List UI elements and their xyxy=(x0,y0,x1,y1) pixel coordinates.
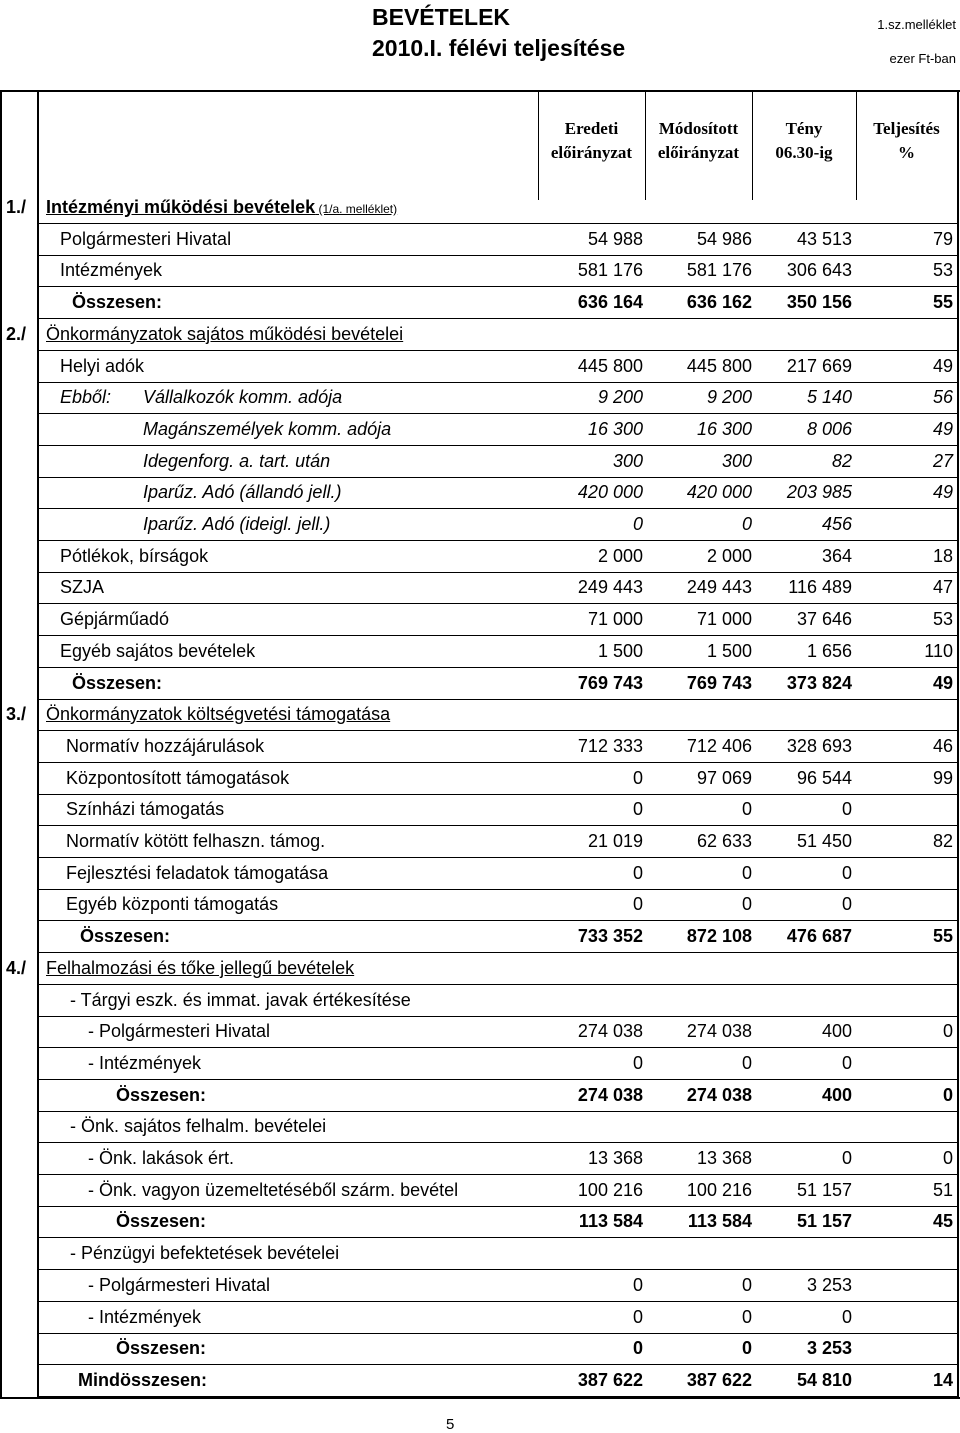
value-original: 712 333 xyxy=(577,736,643,756)
row-label xyxy=(66,831,325,852)
value-percent: 51 xyxy=(932,1180,953,1200)
value-actual: 328 693 xyxy=(786,736,852,756)
value-modified: 274 038 xyxy=(686,1021,752,1041)
row-divider xyxy=(38,286,958,287)
value-actual: 0 xyxy=(841,799,852,819)
row-label-text: - Polgármesteri Hivatal xyxy=(88,1021,271,1041)
value-original: 445 800 xyxy=(577,356,643,376)
annex-label: 1.sz.melléklet xyxy=(877,17,956,32)
table-row xyxy=(0,478,960,510)
row-label-text: - Polgármesteri Hivatal xyxy=(88,1275,271,1295)
row-divider xyxy=(38,1364,958,1365)
table-row xyxy=(0,1176,960,1208)
value-percent: 99 xyxy=(932,768,953,788)
table-row xyxy=(0,288,960,320)
value-actual: 3 253 xyxy=(806,1338,852,1358)
table-row xyxy=(0,415,960,447)
row-label xyxy=(88,1148,234,1169)
value-percent: 45 xyxy=(932,1211,953,1231)
value-original: 54 988 xyxy=(587,229,643,249)
row-label-text: Pótlékok, bírságok xyxy=(60,546,209,566)
row-label-text: Ebből: xyxy=(60,387,112,407)
value-original: 0 xyxy=(632,768,643,788)
section-number: 2./ xyxy=(6,324,27,344)
value-actual: 0 xyxy=(841,863,852,883)
row-label xyxy=(46,197,397,218)
value-original: 581 176 xyxy=(577,260,643,280)
value-original: 113 584 xyxy=(578,1211,643,1231)
value-actual: 306 643 xyxy=(786,260,852,280)
value-actual: 51 157 xyxy=(796,1180,852,1200)
table-row xyxy=(0,352,960,384)
row-sublabel: Vállalkozók komm. adója xyxy=(143,387,343,407)
column-header-percent xyxy=(856,117,957,165)
row-label-text: - Önk. sajátos felhalm. bevételei xyxy=(70,1116,327,1136)
row-divider xyxy=(38,445,958,446)
table-row xyxy=(0,1271,960,1303)
table-row xyxy=(0,1144,960,1176)
value-actual: 0 xyxy=(841,1307,852,1327)
row-label-text: - Önk. lakások ért. xyxy=(88,1148,235,1168)
value-modified: 420 000 xyxy=(686,482,752,502)
table-row xyxy=(0,605,960,637)
value-modified: 300 xyxy=(721,451,752,471)
row-label xyxy=(143,482,341,503)
row-label xyxy=(88,1021,270,1042)
value-modified: 712 406 xyxy=(686,736,752,756)
row-label xyxy=(78,1370,207,1391)
col-percent-line1: Teljesítés xyxy=(873,119,940,138)
row-label-text: - Pénzügyi befektetések bevételei xyxy=(70,1243,340,1263)
value-actual: 373 824 xyxy=(786,673,852,693)
value-percent: 47 xyxy=(932,577,953,597)
value-modified: 100 216 xyxy=(686,1180,752,1200)
table-row xyxy=(0,827,960,859)
table-row xyxy=(0,1017,960,1049)
table-row xyxy=(0,225,960,257)
value-percent: 18 xyxy=(932,546,953,566)
value-percent: 49 xyxy=(932,356,953,376)
row-label-text: Intézmények xyxy=(60,260,163,280)
row-label xyxy=(88,1180,458,1201)
col-modified-line2: előirányzat xyxy=(657,143,740,162)
row-label-text: Önkormányzatok költségvetési támogatása xyxy=(46,704,391,724)
row-divider xyxy=(38,952,958,953)
value-modified: 445 800 xyxy=(686,356,752,376)
value-percent: 0 xyxy=(942,1021,953,1041)
value-percent: 79 xyxy=(932,229,953,249)
row-label xyxy=(72,673,162,694)
value-actual: 1 656 xyxy=(806,641,852,661)
row-label-text: Fejlesztési feladatok támogatása xyxy=(66,863,329,883)
row-label-text: Normatív kötött felhaszn. támog. xyxy=(66,831,326,851)
row-label xyxy=(46,324,403,345)
row-label-text: Összesen: xyxy=(116,1338,207,1358)
value-modified: 581 176 xyxy=(686,260,752,280)
row-label xyxy=(66,799,224,820)
table-row xyxy=(0,922,960,954)
row-label-note: (1/a. melléklet) xyxy=(315,202,398,216)
row-divider xyxy=(38,508,958,509)
value-modified: 54 986 xyxy=(696,229,752,249)
table-row xyxy=(0,1049,960,1081)
value-percent: 46 xyxy=(932,736,953,756)
row-divider xyxy=(38,1047,958,1048)
table-row xyxy=(0,1239,960,1271)
value-percent: 49 xyxy=(932,482,953,502)
row-label xyxy=(60,229,231,250)
value-actual: 51 450 xyxy=(796,831,852,851)
row-label-text: Magánszemélyek komm. adója xyxy=(143,419,392,439)
col-original-line2: előirányzat xyxy=(550,143,633,162)
value-modified: 872 108 xyxy=(686,926,752,946)
row-label xyxy=(116,1211,206,1232)
row-label-text: - Önk. vagyon üzemeltetéséből szárm. bevétel xyxy=(88,1180,459,1200)
value-percent: 27 xyxy=(932,451,953,471)
unit-label: ezer Ft-ban xyxy=(889,51,956,66)
col-percent-line2: % xyxy=(898,143,915,162)
row-label-text: Helyi adók xyxy=(60,356,145,376)
value-actual: 43 513 xyxy=(796,229,852,249)
row-label xyxy=(60,641,255,662)
col-original-line1: Eredeti xyxy=(564,119,619,138)
table-row xyxy=(0,890,960,922)
value-modified: 1 500 xyxy=(706,641,752,661)
value-modified: 0 xyxy=(741,799,752,819)
row-label xyxy=(60,260,162,281)
value-actual: 476 687 xyxy=(786,926,852,946)
table-top-border xyxy=(0,90,960,92)
row-label xyxy=(66,863,328,884)
row-label-text: Összesen: xyxy=(72,292,163,312)
value-modified: 636 162 xyxy=(686,292,752,312)
value-original: 249 443 xyxy=(577,577,643,597)
row-label xyxy=(66,736,264,757)
value-original: 21 019 xyxy=(587,831,643,851)
value-modified: 71 000 xyxy=(696,609,752,629)
value-modified: 0 xyxy=(741,863,752,883)
table-row xyxy=(0,669,960,701)
row-label xyxy=(60,546,208,567)
row-label-text: Összesen: xyxy=(116,1211,207,1231)
value-actual: 51 157 xyxy=(796,1211,852,1231)
table-row xyxy=(0,573,960,605)
col-actual-line1: Tény xyxy=(785,119,823,138)
value-original: 0 xyxy=(632,1275,643,1295)
value-percent: 53 xyxy=(932,260,953,280)
value-percent: 110 xyxy=(924,641,953,661)
table-row xyxy=(0,1081,960,1113)
value-original: 636 164 xyxy=(577,292,643,312)
table-row xyxy=(0,986,960,1018)
value-modified: 249 443 xyxy=(686,577,752,597)
table-row xyxy=(0,510,960,542)
value-modified: 0 xyxy=(741,1053,752,1073)
value-original: 387 622 xyxy=(577,1370,643,1390)
row-label xyxy=(143,451,330,472)
row-divider xyxy=(38,318,958,319)
value-modified: 387 622 xyxy=(686,1370,752,1390)
section-number: 4./ xyxy=(6,958,27,978)
row-divider xyxy=(38,984,958,985)
table-row xyxy=(0,1366,960,1398)
row-divider xyxy=(38,920,958,921)
value-actual: 3 253 xyxy=(806,1275,852,1295)
row-divider xyxy=(38,730,958,731)
table-row xyxy=(0,1303,960,1335)
value-original: 9 200 xyxy=(597,387,643,407)
value-modified: 2 000 xyxy=(706,546,752,566)
value-percent: 55 xyxy=(932,292,953,312)
title-line-2: 2010.I. félévi teljesítése xyxy=(372,35,626,61)
table-row xyxy=(0,859,960,891)
row-divider xyxy=(38,762,958,763)
value-original: 300 xyxy=(612,451,643,471)
row-label-text: Önkormányzatok sajátos működési bevételei xyxy=(46,324,404,344)
row-divider xyxy=(38,1079,958,1080)
row-label xyxy=(88,1307,201,1328)
column-header-actual xyxy=(752,117,856,165)
row-label-text: Egyéb központi támogatás xyxy=(66,894,279,914)
value-percent: 53 xyxy=(932,609,953,629)
header-meta xyxy=(877,8,956,76)
row-label-text: Mindösszesen: xyxy=(78,1370,208,1390)
row-divider xyxy=(38,635,958,636)
table-row xyxy=(0,447,960,479)
table-row xyxy=(0,256,960,288)
row-label xyxy=(88,1275,270,1296)
page-number: 5 xyxy=(446,1416,455,1433)
table-row xyxy=(0,700,960,732)
table-row xyxy=(0,320,960,352)
value-percent: 49 xyxy=(932,419,953,439)
row-divider xyxy=(38,1142,958,1143)
row-label-text: Felhalmozási és tőke jellegű bevételek xyxy=(46,958,355,978)
row-label xyxy=(66,894,278,915)
value-modified: 0 xyxy=(741,894,752,914)
row-label-text: Összesen: xyxy=(116,1085,207,1105)
row-label-text: SZJA xyxy=(60,577,105,597)
table-row xyxy=(0,542,960,574)
value-original: 1 500 xyxy=(597,641,643,661)
value-actual: 400 xyxy=(821,1021,852,1041)
row-label xyxy=(116,1338,206,1359)
row-label-text: Intézményi működési bevételek xyxy=(46,197,316,217)
row-label-text: Gépjárműadó xyxy=(60,609,170,629)
row-label xyxy=(70,990,411,1011)
value-actual: 5 140 xyxy=(806,387,852,407)
value-modified: 0 xyxy=(741,514,752,534)
row-label xyxy=(80,926,170,947)
value-actual: 350 156 xyxy=(786,292,852,312)
row-label xyxy=(60,609,169,630)
value-percent: 14 xyxy=(932,1370,953,1390)
value-original: 0 xyxy=(632,1307,643,1327)
value-actual: 0 xyxy=(841,1053,852,1073)
value-actual: 82 xyxy=(831,451,852,471)
row-label xyxy=(60,387,111,408)
row-divider xyxy=(38,857,958,858)
value-modified: 16 300 xyxy=(696,419,752,439)
row-label-text: Iparűz. Adó (ideigl. jell.) xyxy=(143,514,331,534)
row-label-text: - Intézmények xyxy=(88,1053,202,1073)
value-original: 13 368 xyxy=(587,1148,643,1168)
row-label-text: - Intézmények xyxy=(88,1307,202,1327)
value-original: 0 xyxy=(632,1053,643,1073)
column-header-modified xyxy=(645,117,752,165)
value-original: 420 000 xyxy=(577,482,643,502)
row-label xyxy=(70,1116,326,1137)
row-label xyxy=(70,1243,339,1264)
value-original: 0 xyxy=(632,799,643,819)
value-percent: 49 xyxy=(932,673,953,693)
row-label-text: Egyéb sajátos bevételek xyxy=(60,641,256,661)
value-original: 0 xyxy=(632,514,643,534)
value-modified: 97 069 xyxy=(696,768,752,788)
row-divider xyxy=(38,540,958,541)
row-divider xyxy=(38,413,958,414)
table-row xyxy=(0,1207,960,1239)
row-label xyxy=(46,958,354,979)
value-actual: 217 669 xyxy=(786,356,852,376)
column-header-original xyxy=(538,117,645,165)
value-original: 100 216 xyxy=(577,1180,643,1200)
row-label-text: Polgármesteri Hivatal xyxy=(60,229,232,249)
row-label-text: Központosított támogatások xyxy=(66,768,290,788)
value-original: 0 xyxy=(632,894,643,914)
table-row xyxy=(0,1334,960,1366)
row-divider xyxy=(38,1237,958,1238)
row-label xyxy=(60,356,144,377)
row-divider xyxy=(38,1301,958,1302)
report-title xyxy=(372,2,625,64)
table-row xyxy=(0,193,960,225)
value-actual: 400 xyxy=(821,1085,852,1105)
row-label xyxy=(72,292,162,313)
value-actual: 54 810 xyxy=(796,1370,852,1390)
value-modified: 9 200 xyxy=(706,387,752,407)
row-label-text: Összesen: xyxy=(80,926,171,946)
value-modified: 13 368 xyxy=(696,1148,752,1168)
value-actual: 364 xyxy=(821,546,852,566)
value-modified: 113 584 xyxy=(687,1211,752,1231)
row-label xyxy=(46,704,390,725)
row-label-text: Iparűz. Adó (állandó jell.) xyxy=(143,482,342,502)
value-percent: 55 xyxy=(932,926,953,946)
value-actual: 0 xyxy=(841,1148,852,1168)
row-divider xyxy=(38,1174,958,1175)
row-divider xyxy=(38,825,958,826)
table-row xyxy=(0,383,960,415)
title-line-1: BEVÉTELEK xyxy=(372,4,511,30)
value-modified: 62 633 xyxy=(696,831,752,851)
value-original: 0 xyxy=(632,863,643,883)
row-divider xyxy=(38,223,958,224)
table-row xyxy=(0,795,960,827)
value-actual: 203 985 xyxy=(786,482,852,502)
value-modified: 274 038 xyxy=(686,1085,752,1105)
col-actual-line2: 06.30-ig xyxy=(775,143,833,162)
row-divider xyxy=(38,350,958,351)
section-number: 3./ xyxy=(6,704,27,724)
row-label-text: Összesen: xyxy=(72,673,163,693)
table-row xyxy=(0,954,960,986)
value-original: 274 038 xyxy=(577,1021,643,1041)
section-number: 1./ xyxy=(6,197,27,217)
row-label-text: Normatív hozzájárulások xyxy=(66,736,265,756)
value-original: 16 300 xyxy=(587,419,643,439)
value-actual: 456 xyxy=(821,514,852,534)
table-row xyxy=(0,1112,960,1144)
value-actual: 96 544 xyxy=(796,768,852,788)
row-divider xyxy=(38,603,958,604)
value-modified: 769 743 xyxy=(686,673,752,693)
row-label xyxy=(60,577,104,598)
value-original: 733 352 xyxy=(577,926,643,946)
row-divider xyxy=(38,1269,958,1270)
value-modified: 0 xyxy=(741,1307,752,1327)
value-modified: 0 xyxy=(741,1338,752,1358)
value-percent: 0 xyxy=(942,1148,953,1168)
row-divider xyxy=(38,667,958,668)
value-original: 2 000 xyxy=(597,546,643,566)
value-original: 71 000 xyxy=(587,609,643,629)
value-actual: 0 xyxy=(841,894,852,914)
value-original: 274 038 xyxy=(577,1085,643,1105)
col-modified-line1: Módosított xyxy=(658,119,739,138)
row-label-text: - Tárgyi eszk. és immat. javak értékesítése xyxy=(70,990,411,1010)
value-percent: 56 xyxy=(932,387,953,407)
value-percent: 0 xyxy=(942,1085,953,1105)
value-actual: 37 646 xyxy=(796,609,852,629)
value-actual: 8 006 xyxy=(806,419,852,439)
value-actual: 116 489 xyxy=(788,577,852,597)
row-label xyxy=(88,1053,201,1074)
table-row xyxy=(0,637,960,669)
row-label xyxy=(66,768,289,789)
row-label xyxy=(143,514,330,535)
value-original: 0 xyxy=(632,1338,643,1358)
row-label xyxy=(116,1085,206,1106)
row-label-text: Idegenforg. a. tart. után xyxy=(143,451,331,471)
value-percent: 82 xyxy=(932,831,953,851)
row-label-text: Színházi támogatás xyxy=(66,799,225,819)
value-original: 769 743 xyxy=(577,673,643,693)
table-row xyxy=(0,732,960,764)
row-divider xyxy=(38,1396,958,1397)
row-label xyxy=(143,419,391,440)
table-row xyxy=(0,764,960,796)
value-modified: 0 xyxy=(741,1275,752,1295)
